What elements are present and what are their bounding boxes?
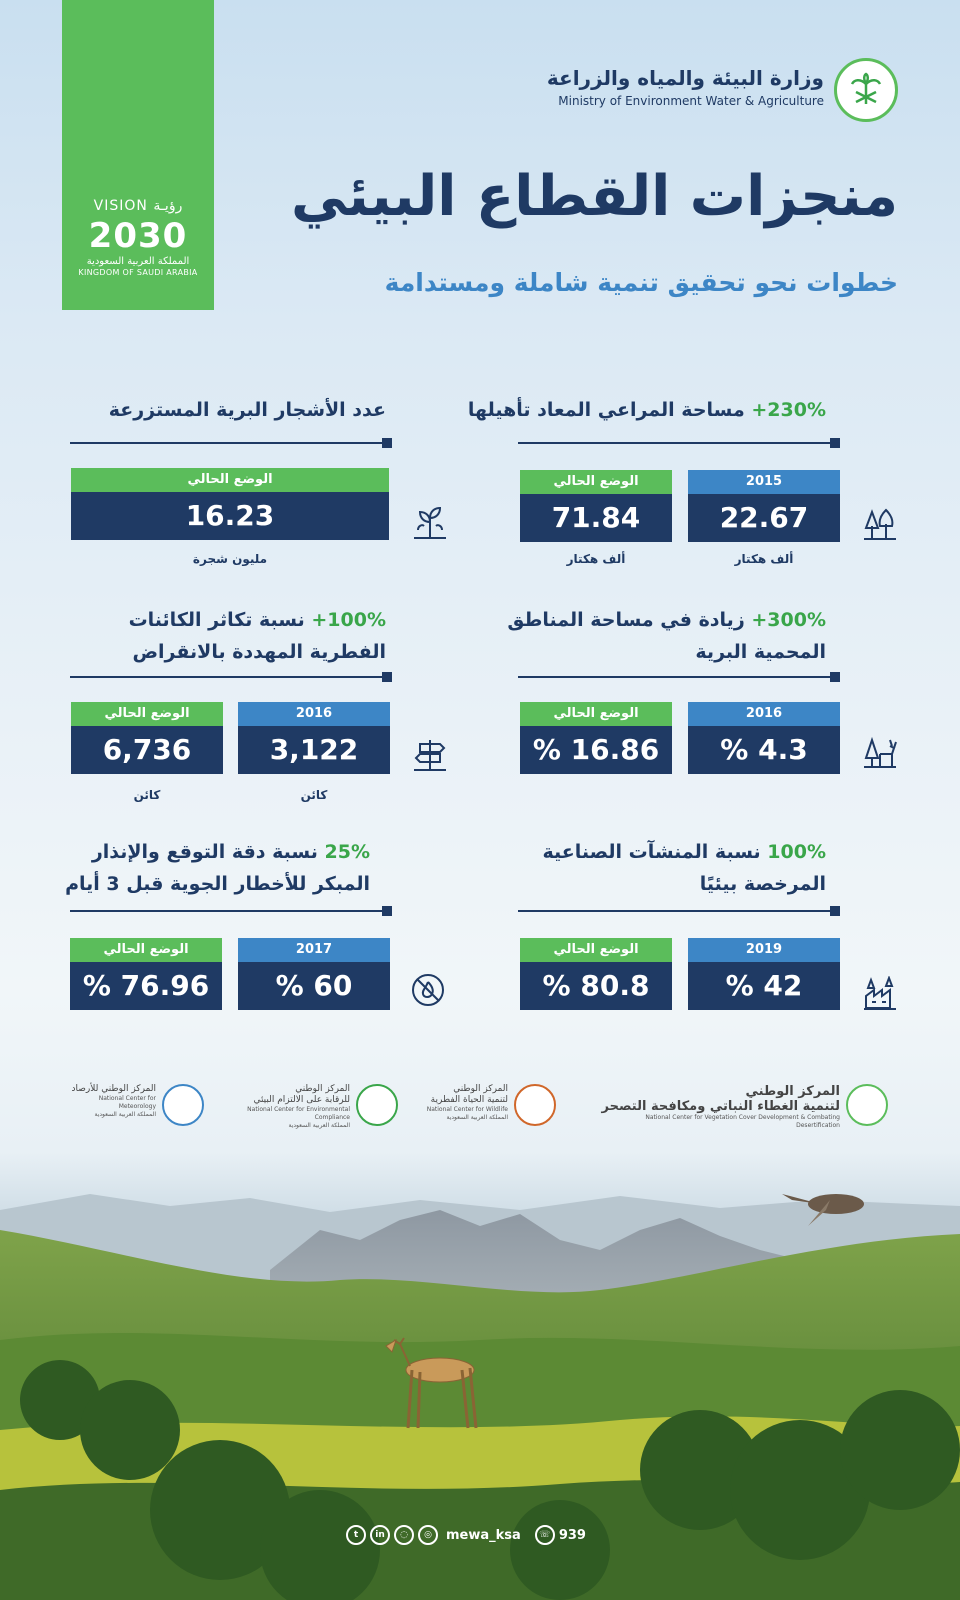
- stat-species-heading-2: الفطرية المهددة بالانقراض: [132, 641, 386, 663]
- stat-pastures: [448, 394, 826, 426]
- vision-country-ar: المملكة العربية السعودية: [86, 256, 190, 267]
- compliance-seal-icon: [356, 1084, 398, 1126]
- vegetation-seal-icon: [846, 1084, 888, 1126]
- divider: [518, 442, 836, 444]
- page-subtitle: خطوات نحو تحقيق تنمية شاملة ومستدامة: [384, 268, 898, 297]
- stat-trees-unit: مليون شجرة: [192, 552, 268, 566]
- phone-number[interactable]: 939: [558, 1527, 586, 1543]
- snapchat-icon[interactable]: ◌: [394, 1525, 414, 1545]
- divider: [518, 910, 836, 912]
- stat-pastures-base: 2015 22.67: [688, 470, 840, 542]
- social-handle[interactable]: mewa_ksa: [446, 1527, 521, 1543]
- stat-protected-base: 2016 % 4.3: [688, 702, 840, 774]
- stat-forecast-base: 2017 % 60: [238, 938, 390, 1010]
- stat-trees: [8, 394, 386, 426]
- stat-protected-heading: +300% زيادة في مساحة المناطق: [507, 609, 826, 631]
- stat-species-base-unit: كائن: [300, 788, 328, 802]
- stat-industrial-base: 2019 % 42: [688, 938, 840, 1010]
- wildlife-seal-icon: [514, 1084, 556, 1126]
- stat-protected: [448, 604, 826, 668]
- stat-species-current-unit: كائن: [133, 788, 161, 802]
- instagram-icon[interactable]: ◎: [418, 1525, 438, 1545]
- stat-forecast-current: الوضع الحالي % 76.96: [70, 938, 222, 1010]
- stat-pastures-heading: +230% مساحة المراعي المعاد تأهيلها: [467, 399, 826, 421]
- vision-country-en: KINGDOM OF SAUDI ARABIA: [78, 268, 198, 277]
- twitter-icon[interactable]: t: [346, 1525, 366, 1545]
- stat-species-heading: +100% نسبة تكاثر الكائنات: [128, 609, 386, 631]
- social-footer: [346, 1520, 626, 1550]
- vision-label: VISION رؤيـة: [93, 198, 183, 214]
- deer-tree-icon: [862, 734, 898, 770]
- stat-pastures-current-unit: ألف هكتار: [566, 552, 626, 566]
- stat-species-current: الوضع الحالي 6,736: [71, 702, 223, 774]
- ministry-header: [547, 66, 824, 108]
- divider: [70, 442, 388, 444]
- palm-swords-icon: [834, 58, 898, 122]
- stat-forecast-heading-2: المبكر للأخطار الجوية قبل 3 أيام: [65, 873, 370, 895]
- meteorology-seal-icon: [162, 1084, 204, 1126]
- divider: [70, 910, 388, 912]
- stat-forecast: [0, 836, 370, 900]
- stat-species-base: 2016 3,122: [238, 702, 390, 774]
- linkedin-icon[interactable]: in: [370, 1525, 390, 1545]
- factory-trees-icon: [862, 976, 898, 1012]
- divider: [518, 676, 836, 678]
- stat-industrial-heading-2: المرخصة بيئيًا: [699, 873, 826, 895]
- no-fire-icon: [410, 972, 446, 1008]
- stat-protected-current: الوضع الحالي % 16.86: [520, 702, 672, 774]
- phone-icon[interactable]: ☏: [535, 1525, 555, 1545]
- divider: [70, 676, 388, 678]
- stat-industrial-heading: 100% نسبة المنشآت الصناعية: [542, 841, 826, 863]
- vision-2030-logo: [62, 0, 214, 310]
- stat-protected-heading-2: المحمية البرية: [695, 641, 826, 663]
- ministry-name-en: Ministry of Environment Water & Agriculture: [558, 94, 824, 108]
- trees-icon: [862, 506, 898, 542]
- stat-industrial: [448, 836, 826, 900]
- ministry-name-ar: وزارة البيئة والمياه والزراعة: [546, 66, 824, 90]
- centers-logos: المركز الوطني لتنمية الغطاء النباتي ومكافحة التصحر National Center for Vegetation Cover Development & Combating Desertification المركز الوطني لتنمية الحياة الفطرية National Center for Wildlife المملكة العربية السعودية المركز الوطني للرقابة على الالتزام البيئي National Center for Environmental Compliance المملكة العربية السعودية المركز الوطني للأرصاد National Center for Meteorology المملكة العربية السعودية: [0, 1084, 960, 1144]
- page-title: منجزات القطاع البيئي: [290, 164, 898, 229]
- vision-year: 2030: [88, 216, 188, 256]
- stat-species: [8, 604, 386, 668]
- stat-forecast-heading: 25% نسبة دقة التوقع والإنذار: [91, 841, 370, 863]
- seedling-icon: [412, 504, 448, 540]
- stat-industrial-current: الوضع الحالي % 80.8: [520, 938, 672, 1010]
- stat-pastures-current: الوضع الحالي 71.84: [520, 470, 672, 542]
- stat-pastures-base-unit: ألف هكتار: [734, 552, 794, 566]
- signpost-icon: [412, 736, 448, 772]
- stat-trees-heading: عدد الأشجار البرية المستزرعة: [108, 399, 386, 421]
- stat-trees-current: الوضع الحالي 16.23: [71, 468, 389, 540]
